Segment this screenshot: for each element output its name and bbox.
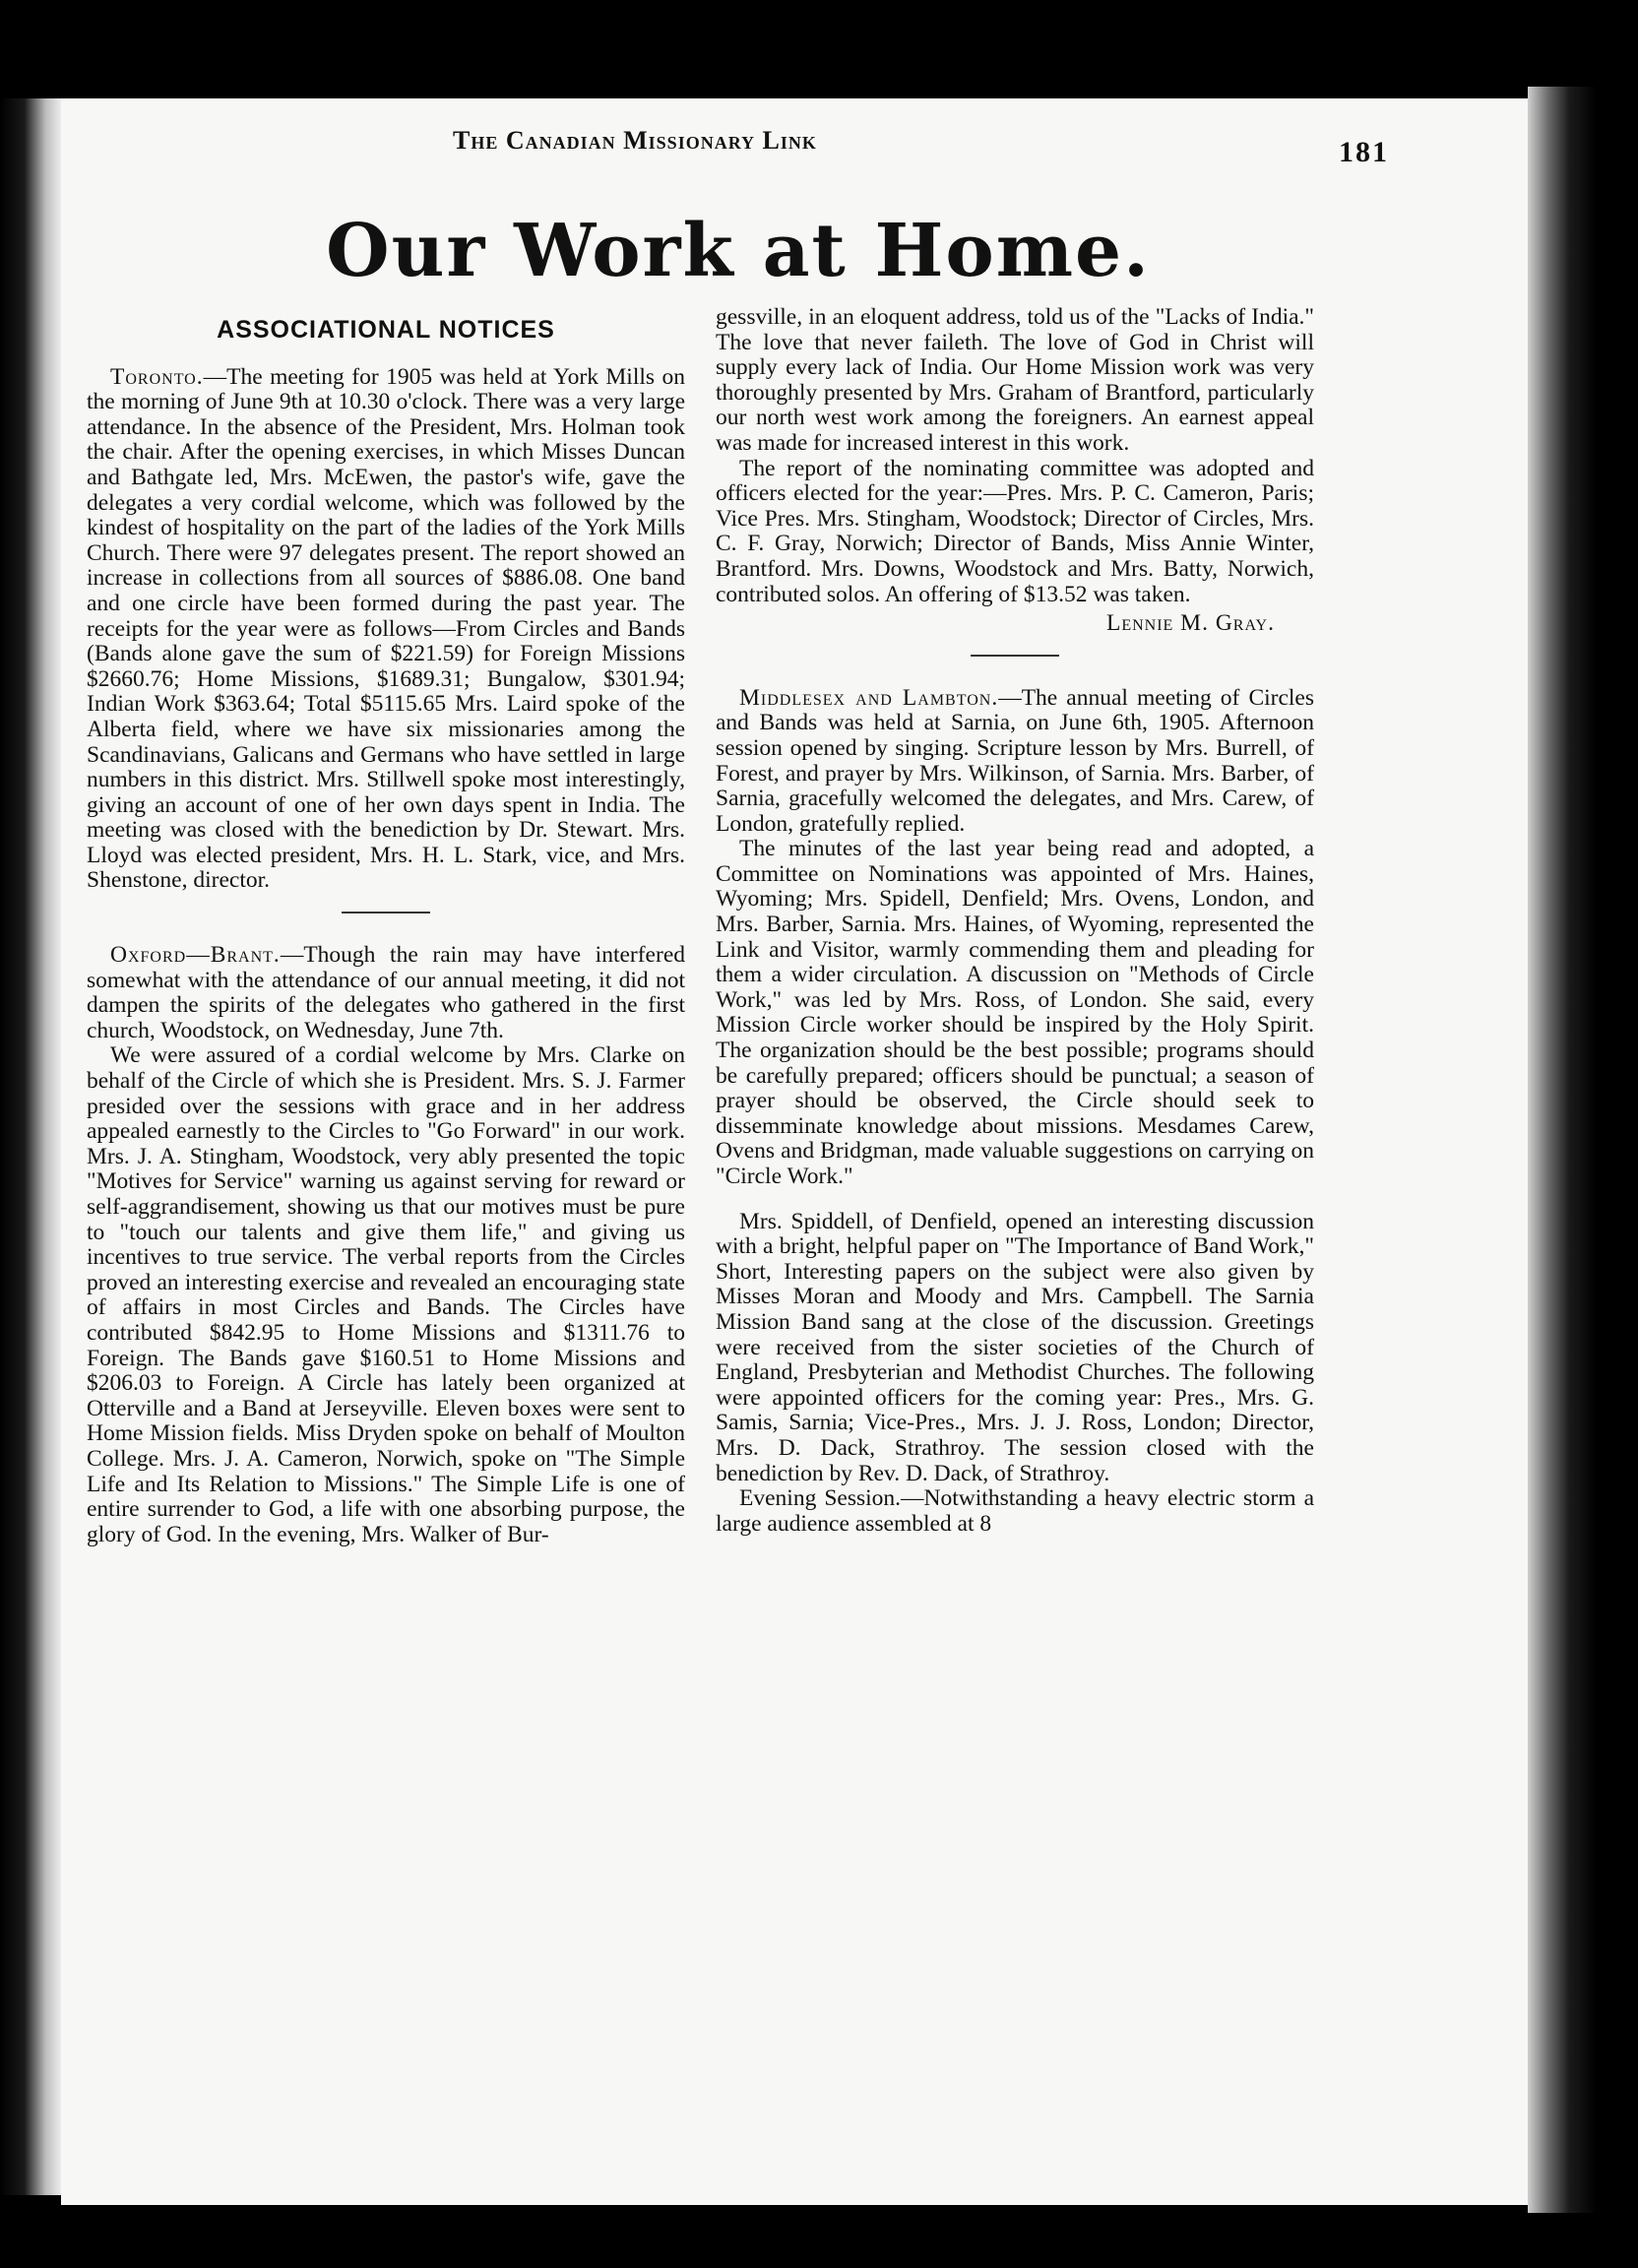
running-title: The Canadian Missionary Link: [453, 126, 817, 155]
signature: Lennie M. Gray.: [1105, 610, 1275, 637]
book-left-edge: [0, 98, 61, 2195]
middlesex-lead: Middlesex and Lambton.: [739, 684, 999, 711]
burgessville-paragraph: gessville, in an eloquent address, told us of the "Lacks of India." The love that never faileth. The love of God in Christ will supply every lack of India. Our Home Mission work was very thoroughly presented by Mrs. Graham of Brantford, particularly our north west work among the foreigners. An earnest appeal was made for increased interest in this work.: [716, 304, 1314, 456]
toronto-notice: [87, 365, 685, 894]
paragraph-gap: [716, 1190, 1314, 1210]
left-column: [87, 300, 685, 1547]
book-spine: [1528, 87, 1597, 2213]
oxford-notice: [87, 943, 685, 1043]
right-column: [716, 305, 1314, 1537]
evening-session-paragraph: Evening Session.—Notwithstanding a heavy electric storm a large audience assembled at 8: [716, 1485, 1314, 1537]
middlesex-notice: [716, 686, 1314, 838]
toronto-body: —The meeting for 1905 was held at York Mills on the morning of June 9th at 10.30 o'clock. There was a very large attendance. In the absence of the President, Mrs. Holman took the chair. After the opening exercises, in which Misses Duncan and Bathgate led, Mrs. McEwen, the pastor's wife, gave the delegates a very cordial welcome, which was followed by the kindest of hospitality on the part of the ladies of the York Mills Church. There were 97 delegates present. The report showed an increase in collections from all sources of $886.08. One band and one circle have been formed during the past year. The receipts for the year were as follows—From Circles and Bands (Bands alone gave the sum of $221.59) for Foreign Missions $2660.76; Home Missions, $1689.31; Bungalow, $301.94; Indian Work $363.64; Total $5115.65 Mrs. Laird spoke of the Alberta field, where we have six missionaries among the Scandinavians, Galicans and Germans who have settled in large numbers in this district. Mrs. Stillwell spoke most interestingly, giving an account of one of her own days spent in India. The meeting was closed with the benediction by Dr. Stewart. Mrs. Lloyd was elected president, Mrs. H. L. Stark, vice, and Mrs. Shenstone, director.: [87, 363, 685, 894]
section-divider: [971, 655, 1059, 657]
oxford-lead: Oxford—Brant.: [110, 942, 281, 969]
section-divider: [342, 912, 430, 914]
toronto-lead: Toronto.: [110, 363, 204, 390]
page-header: [453, 126, 1437, 168]
band-work-paragraph: Mrs. Spiddell, of Denfield, opened an interesting discussion with a bright, helpful paper on "The Importance of Band Work," Short, Interesting papers on the subject were also given by Misses Moran and Moody and Mrs. Campbell. The Sarnia Mission Band sang at the close of the discussion. Greetings were received from the sister societies of the Church of England, Presbyterian and Methodist Churches. The following were appointed officers for the coming year: Pres., Mrs. G. Samis, Sarnia; Vice-Pres., Mrs. J. J. Ross, London; Director, Mrs. D. Dack, Strathroy. The session closed with the benediction by Rev. D. Dack, of Strathroy.: [716, 1208, 1314, 1486]
oxford-paragraph: We were assured of a cordial welcome by Mrs. Clarke on behalf of the Circle of which she is President. Mrs. S. J. Farmer presided over the sessions with grace and in her address appealed earnestly to the Circles to "Go Forward" in our work. Mrs. J. A. Stingham, Woodstock, very ably presented the topic "Motives for Service" warning us against serving for reward or self-aggrandisement, showing us that our motives must be pure to "touch our talents and give them life," and giving us incentives to true service. The verbal reports from the Circles proved an interesting exercise and revealed an encouraging state of affairs in most Circles and Bands. The Circles have contributed $842.95 to Home Missions and $1311.76 to Foreign. The Bands gave $160.51 to Home Missions and $206.03 to Foreign. A Circle has lately been organized at Otterville and a Band at Jerseyville. Eleven boxes were sent to Home Mission fields. Miss Dryden spoke on behalf of Moulton College. Mrs. J. A. Cameron, Norwich, spoke on "The Simple Life and Its Relation to Missions." The Simple Life is one of entire surrender to God, a life with one absorbing purpose, the glory of God. In the evening, Mrs. Walker of Bur-: [87, 1042, 685, 1547]
nominating-paragraph: The report of the nominating committee was adopted and officers elected for the year:—Pres. Mrs. P. C. Cameron, Paris; Vice Pres. Mrs. Stingham, Woodstock; Director of Circles, Mrs. C. F. Gray, Norwich; Director of Bands, Miss Annie Winter, Brantford. Mrs. Downs, Woodstock and Mrs. Batty, Norwich, contributed solos. An offering of $13.52 was taken.: [716, 455, 1314, 607]
oxford-body: —Though the rain may have interfered somewhat with the attendance of our annual meeting, it did not dampen the spirits of the delegates who gathered in the first church, Woodstock, on Wednesday, June 7th.: [87, 942, 685, 1043]
minutes-paragraph: The minutes of the last year being read and adopted, a Committee on Nominations was appointed of Mrs. Haines, Wyoming; Mrs. Spidell, Denfield; Mrs. Ovens, London, and Mrs. Barber, Sarnia. Mrs. Haines, of Wyoming, represented the Link and Visitor, warmly commending them and pleading for them a wider circulation. A discussion on "Methods of Circle Work," was led by Mrs. Ross, of London. She said, every Mission Circle worker should be inspired by the Holy Spirit. The organization should be the best possible; programs should be carefully prepared; officers should be punctual; a season of prayer should be observed, the Circle should seek to dissemminate knowledge about missions. Mesdames Carew, Ovens and Bridgman, made valuable suggestions on carrying on "Circle Work.": [716, 836, 1314, 1189]
page-number: 181: [1339, 136, 1389, 168]
middlesex-body: —The annual meeting of Circles and Bands was held at Sarnia, on June 6th, 1905. Afternoon session opened by singing. Scripture lesson by Mrs. Burrell, of Forest, and prayer by Mrs. Wilkinson, of Sarnia. Mrs. Barber, of Sarnia, gracefully welcomed the delegates, and Mrs. Carew, of London, gratefully replied.: [716, 684, 1315, 837]
page-title: Our Work at Home.: [326, 209, 1151, 293]
section-heading: ASSOCIATIONAL NOTICES: [217, 316, 555, 344]
